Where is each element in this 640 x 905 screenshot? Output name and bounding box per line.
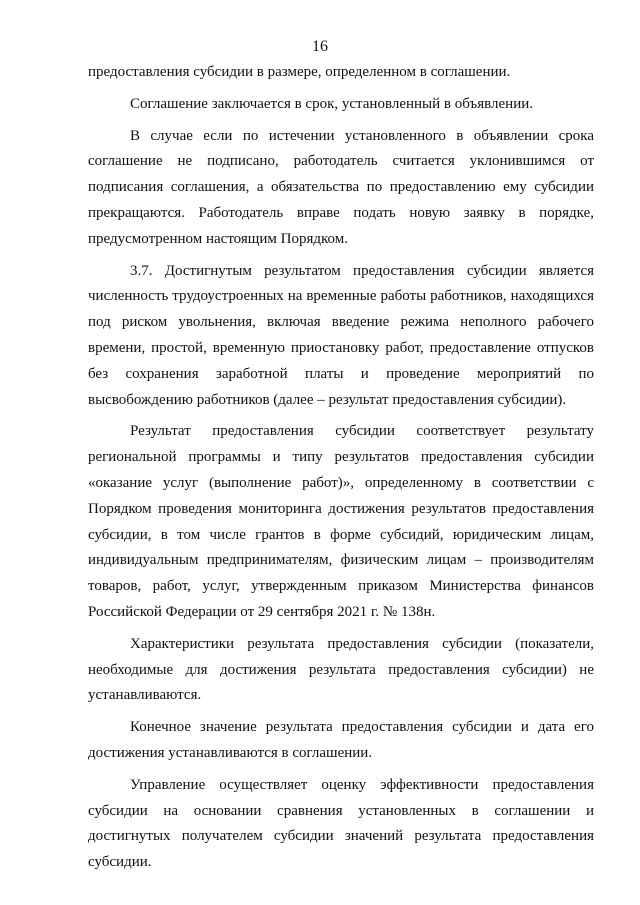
paragraph-agreement-term: Соглашение заключается в срок, установленный в объявлении. [130,95,534,112]
paragraph-result-characteristics: Характеристики результата предоставления субсидии (показатели, необходимые для достижения результата предоставления субсидии) не устанавливаются. [88,635,594,704]
paragraph-result-correspondence: Результат предоставления субсидии соответствует результату региональной программы и типу результатов предоставления субсидии «оказание услуг (выполнение работ)», определенному в соответствии с Порядком проведения мониторинга достижения результатов предоставления субсидии, в том числе грантов в форме субсидий, юридическим лицам, индивидуальным предпринимателям, физическим лицам – производителям товаров, работ, услуг, утвержденным приказом Министерства финансов Российской Федерации от 29 сентября 2021 г. № 138н. [88,423,594,620]
paragraph-final-value: Конечное значение результата предоставления субсидии и дата его достижения устанавливаются в соглашении. [88,719,594,761]
page-number: 16 [312,38,328,55]
paragraph-section-3-7: 3.7. Достигнутым результатом предоставления субсидии является численность трудоустроенных на временные работы работников, находящихся под риском увольнения, включая введение режима неполного рабочего времени, простой, временную приостановку работ, предоставление отпусков без сохранения заработной платы и проведение мероприятий по высвобождению работников (далее – результат предоставления субсидии). [88,262,594,408]
document-body [88,60,594,882]
paragraph-efficiency-evaluation: Управление осуществляет оценку эффективности предоставления субсидии на основании сравнения установленных в соглашении и достигнутых получателем субсидии значений результата предоставления субсидии. [88,776,594,871]
paragraph-unsigned-agreement: В случае если по истечении установленного в объявлении срока соглашение не подписано, работодатель считается уклонившимся от подписания соглашения, а обязательства по предоставлению ему субсидии прекращаются. Работодатель вправе подать новую заявку в порядке, предусмотренном настоящим Порядком. [88,127,594,247]
paragraph-continuation: предоставления субсидии в размере, определенном в соглашении. [88,64,511,80]
